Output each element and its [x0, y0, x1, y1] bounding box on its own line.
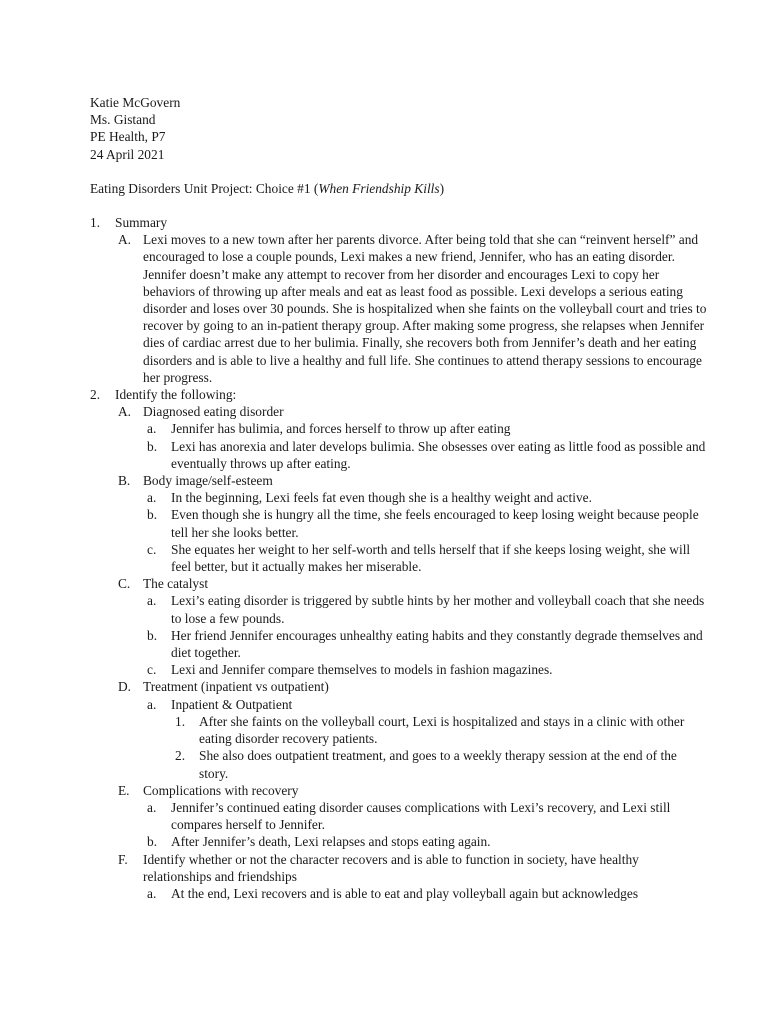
document-date: 24 April 2021 — [90, 146, 165, 162]
subsection-c — [0, 575, 708, 592]
list-marker: c. — [147, 662, 157, 678]
list-marker: b. — [147, 627, 158, 643]
summary-item — [0, 231, 708, 386]
list-text: At the end, Lexi recovers and is able to eat and play volleyball again but acknowledges — [171, 885, 639, 901]
list-text: Jennifer has bulimia, and forces herself to throw up after eating — [171, 421, 511, 437]
course-name: PE Health, P7 — [90, 129, 166, 145]
subsection-b-marker: B. — [118, 473, 131, 489]
section-2 — [0, 386, 708, 403]
list-text: Jennifer’s continued eating disorder causes complications with Lexi’s recovery, and Lexi still compares herself to Jennifer. — [171, 799, 671, 833]
summary-marker: A. — [118, 232, 132, 248]
list-marker: a. — [147, 421, 157, 437]
numbered-text: She also does outpatient treatment, and goes to a weekly therapy session at the end of the story. — [199, 748, 677, 781]
student-name: Katie McGovern — [90, 95, 181, 110]
list-text: Lexi’s eating disorder is triggered by subtle hints by her mother and volleyball coach that she needs to lose a few pounds. — [171, 593, 705, 626]
subsection-b — [0, 472, 708, 489]
list-item — [0, 885, 708, 902]
subsection-e-heading: Complications with recovery — [143, 782, 299, 798]
subsection-e-marker: E. — [118, 782, 130, 798]
list-text: She equates her weight to her self-worth and tells herself that if she keeps losing weight, she will feel better, but it actually makes her miserable. — [171, 541, 691, 575]
subsection-e — [0, 782, 708, 799]
section-1-number: 1. — [90, 215, 101, 230]
subsection-c-marker: C. — [118, 576, 131, 592]
list-item — [0, 833, 708, 850]
numbered-item — [0, 713, 708, 747]
list-marker: b. — [147, 834, 158, 850]
list-marker: b. — [147, 507, 158, 523]
subsection-f-marker: F. — [118, 851, 128, 867]
title-suffix: ) — [439, 181, 445, 196]
list-text: In the beginning, Lexi feels fat even though she is a healthy weight and active. — [171, 490, 592, 506]
document-title — [0, 180, 708, 197]
subsection-d-heading: Treatment (inpatient vs outpatient) — [143, 679, 329, 695]
title-prefix: Eating Disorders Unit Project: Choice #1 ( — [90, 181, 319, 196]
teacher-name: Ms. Gistand — [90, 112, 156, 128]
subsection-a — [0, 403, 708, 420]
subsection-d — [0, 678, 708, 695]
section-1 — [0, 214, 708, 231]
list-item — [0, 438, 708, 472]
subsection-f — [0, 851, 708, 885]
subsection-d-marker: D. — [118, 679, 132, 695]
list-item — [0, 627, 708, 661]
numbered-item — [0, 747, 708, 781]
list-item — [0, 592, 708, 626]
list-text: Lexi has anorexia and later develops bulimia. She obsesses over eating as little food as possible and eventually throws up after eating. — [171, 438, 706, 471]
list-marker: a. — [147, 490, 157, 506]
list-marker: a. — [147, 696, 157, 712]
outline-body — [0, 214, 708, 902]
list-item — [0, 506, 708, 540]
list-item — [0, 420, 708, 437]
list-item — [0, 541, 708, 575]
section-2-heading: Identify the following: — [115, 387, 237, 403]
list-marker: a. — [147, 593, 157, 609]
subsection-b-heading: Body image/self-esteem — [143, 473, 273, 489]
section-2-number: 2. — [90, 387, 101, 403]
list-item — [0, 799, 708, 833]
numbered-text: After she faints on the volleyball court, Lexi is hospitalized and stays in a clinic with other eating disorder recovery patients. — [199, 713, 685, 747]
subsection-f-heading: Identify whether or not the character recovers and is able to function in society, have healthy relationships and friendships — [143, 851, 639, 884]
list-item — [0, 489, 708, 506]
list-text: Even though she is hungry all the time, she feels encouraged to keep losing weight because people tell her she looks better. — [171, 507, 699, 540]
list-text: Inpatient & Outpatient — [171, 696, 293, 712]
numbered-marker: 1. — [175, 713, 186, 729]
book-title: When Friendship Kills — [318, 181, 440, 196]
subsection-c-heading: The catalyst — [143, 576, 209, 592]
list-item — [0, 661, 708, 678]
list-marker: a. — [147, 885, 157, 901]
list-text: Lexi and Jennifer compare themselves to models in fashion magazines. — [171, 662, 553, 678]
subsection-a-marker: A. — [118, 404, 132, 420]
numbered-marker: 2. — [175, 748, 186, 764]
list-text: After Jennifer’s death, Lexi relapses and stops eating again. — [171, 834, 491, 850]
list-text: Her friend Jennifer encourages unhealthy eating habits and they constantly degrade themselves and diet together. — [171, 627, 703, 661]
list-item — [0, 696, 708, 713]
list-marker: b. — [147, 438, 158, 454]
list-marker: c. — [147, 541, 157, 557]
list-marker: a. — [147, 799, 157, 815]
section-1-heading: Summary — [115, 215, 168, 230]
summary-text: Lexi moves to a new town after her parents divorce. After being told that she can “reinvent herself” and encouraged to lose a couple pounds, Lexi makes a new friend, Jennifer, who has an eating disorder. Jennifer doesn’t make any attempt to recover from her disorder and encourages Lexi to copy her behaviors of throwing up after meals and eat as least food as possible. Lexi develops a serious eating disorder and loses over 30 pounds. She is hospitalized when she faints on the volleyball court and tries to recover by going to an in-patient therapy group. After making some progress, she relapses when Jennifer dies of cardiac arrest due to her bulimia. Finally, she recovers both from Jennifer’s death and her eating disorders and is able to live a healthy and full life. She continues to attend therapy sessions to encourage her progress. — [143, 232, 707, 385]
subsection-a-heading: Diagnosed eating disorder — [143, 404, 284, 420]
document-header — [0, 94, 708, 163]
